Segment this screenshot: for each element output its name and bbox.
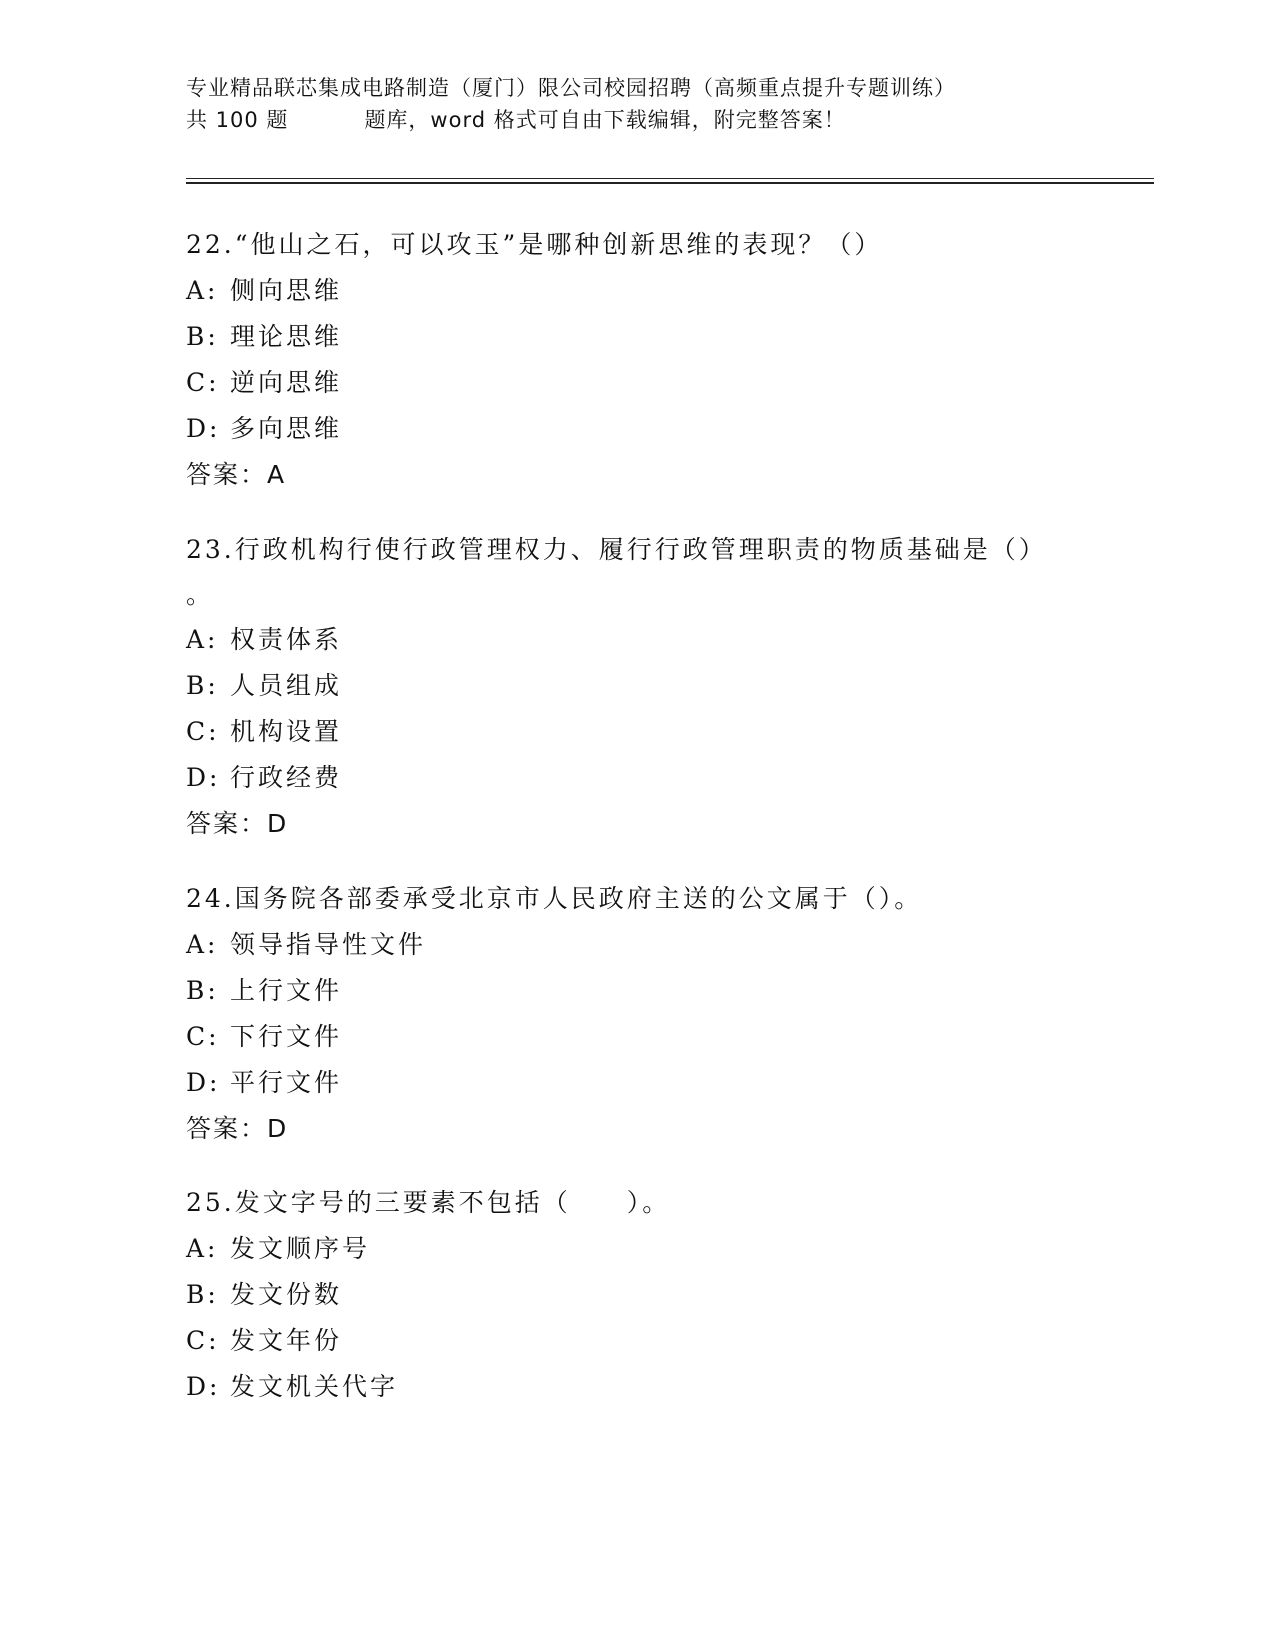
option-c <box>186 1318 1106 1364</box>
option-text: 平行文件 <box>230 1068 343 1097</box>
answer-line: 答案：D <box>186 1114 289 1143</box>
option-text: 下行文件 <box>230 1022 343 1051</box>
header-count: 共 100 题 <box>186 108 289 132</box>
question-stem-continuation: 。 <box>186 580 215 609</box>
answer-line: 答案：D <box>186 809 289 838</box>
option-c <box>186 709 1106 755</box>
option-letter: D: <box>186 1068 221 1097</box>
option-b <box>186 1272 1106 1318</box>
question-stem: 25.发文字号的三要素不包括（ ）。 <box>186 1188 671 1217</box>
question-stem: 22.“他山之石，可以攻玉”是哪种创新思维的表现？（） <box>186 230 883 259</box>
option-letter: A: <box>186 625 219 654</box>
option-text: 权责体系 <box>230 625 343 654</box>
option-text: 侧向思维 <box>230 276 343 305</box>
option-d <box>186 406 1106 452</box>
header-divider-thick <box>186 182 1154 184</box>
option-letter: D: <box>186 414 221 443</box>
option-letter: C: <box>186 717 220 746</box>
option-letter: B: <box>186 671 219 700</box>
option-letter: C: <box>186 1022 220 1051</box>
option-letter: C: <box>186 1326 220 1355</box>
option-text: 领导指导性文件 <box>230 930 427 959</box>
header-subtitle <box>186 104 1116 136</box>
option-text: 发文年份 <box>230 1326 343 1355</box>
question-block <box>186 1180 1106 1410</box>
option-text: 人员组成 <box>230 671 343 700</box>
option-d <box>186 1364 1106 1410</box>
header-title: 专业精品联芯集成电路制造（厦门）限公司校园招聘（高频重点提升专题训练） <box>186 76 956 100</box>
option-text: 发文顺序号 <box>230 1234 371 1263</box>
option-c <box>186 360 1106 406</box>
option-c <box>186 1014 1106 1060</box>
question-stem: 23.行政机构行使行政管理权力、履行行政管理职责的物质基础是（） <box>186 535 1047 564</box>
option-b <box>186 314 1106 360</box>
option-letter: B: <box>186 1280 219 1309</box>
option-text: 发文份数 <box>230 1280 343 1309</box>
option-a <box>186 268 1106 314</box>
option-text: 逆向思维 <box>230 368 343 397</box>
option-letter: B: <box>186 976 219 1005</box>
option-letter: D: <box>186 1372 221 1401</box>
question-stem: 24.国务院各部委承受北京市人民政府主送的公文属于（）。 <box>186 884 923 913</box>
option-text: 多向思维 <box>230 414 343 443</box>
option-letter: B: <box>186 322 219 351</box>
question-block <box>186 527 1106 847</box>
header-description: 题库，word 格式可自由下载编辑，附完整答案！ <box>364 108 846 132</box>
option-d <box>186 755 1106 801</box>
header-divider-thin <box>186 178 1154 179</box>
option-text: 发文机关代字 <box>230 1372 399 1401</box>
option-b <box>186 663 1106 709</box>
question-block <box>186 222 1106 498</box>
option-a <box>186 1226 1106 1272</box>
option-a <box>186 922 1106 968</box>
option-d <box>186 1060 1106 1106</box>
question-block <box>186 876 1106 1152</box>
option-letter: A: <box>186 276 219 305</box>
option-letter: A: <box>186 930 219 959</box>
option-text: 理论思维 <box>230 322 343 351</box>
option-letter: A: <box>186 1234 219 1263</box>
answer-line: 答案：A <box>186 460 287 489</box>
option-letter: C: <box>186 368 220 397</box>
option-text: 行政经费 <box>230 763 343 792</box>
option-b <box>186 968 1106 1014</box>
option-text: 机构设置 <box>230 717 343 746</box>
option-letter: D: <box>186 763 221 792</box>
document-header <box>186 72 1116 136</box>
option-text: 上行文件 <box>230 976 343 1005</box>
option-a <box>186 617 1106 663</box>
